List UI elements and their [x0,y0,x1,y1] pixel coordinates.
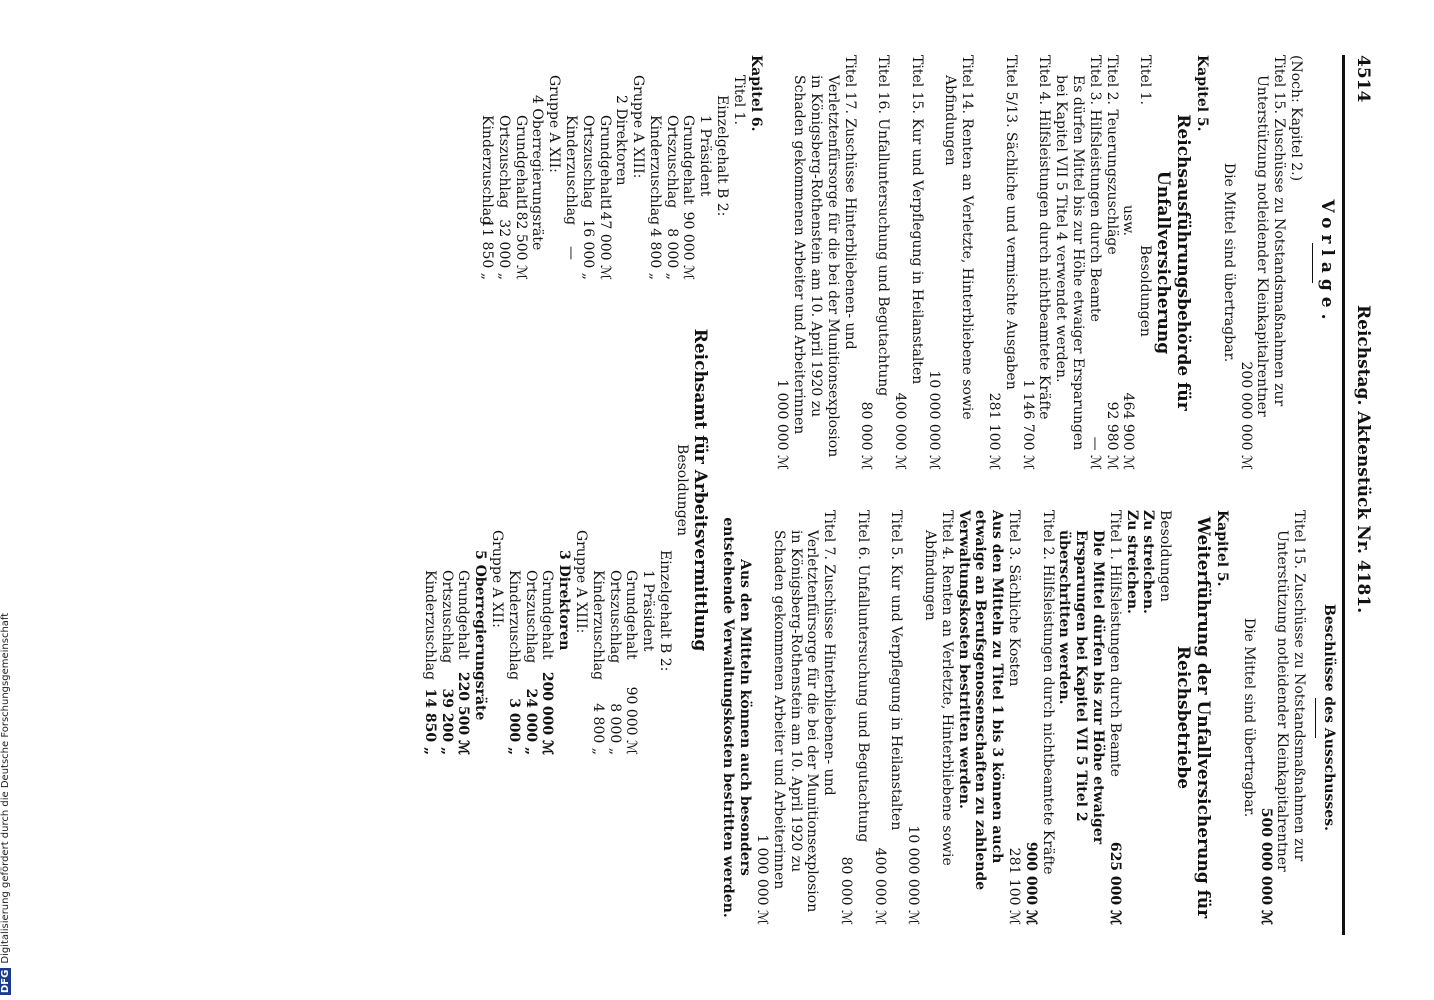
left-praesident: 1 Präsident [697,115,714,197]
right-titel15-text: Titel 15. Zuschüsse zu Notstandsmaßnahmen zur Unterstützung notleidender Kleinkapitalrentner [1274,510,1308,872]
right-kinderzuschlag-3: Kinderzuschlag [421,570,438,681]
right-titel5: Titel 5. Kur und Verpflegung in Heilanstalten [888,510,905,831]
right-ortszuschlag-1-amount: 8 000 „ [606,703,623,755]
left-grundgehalt-1-amount: 90 000 ℳ [680,211,697,280]
right-direktoren: 3 Direktoren [556,550,573,651]
right-heading: Beschlüsse des Ausschusses. [1321,604,1337,831]
left-kap6-titel1: Titel 1. [730,75,747,126]
right-kapitel5: Kapitel 5. [1214,510,1231,587]
left-einzelgehalt: Einzelgehalt B 2: [714,95,731,217]
left-column [478,55,1337,470]
document-page [45,55,1375,935]
left-grundgehalt-3: Grundgehalt [512,115,529,205]
left-ortszuschlag-2-amount: 16 000 „ [579,219,596,280]
right-titel6: Titel 6. Unfalluntersuchung und Begutachtung [854,510,871,843]
left-ortszuschlag-3: Ortszuschlag [495,115,512,209]
right-ortszuschlag-1: Ortszuschlag [606,570,623,664]
reichsamt-besoldungen: Besoldungen [673,444,690,536]
right-zu-streichen-2: Zu streichen. [1123,510,1140,614]
right-gruppe-a13: Gruppe A XIII: [572,530,589,634]
left-titel3-note: Es dürfen Mittel bis zur Höhe etwaiger Ersparungen bei Kapitel VII 5 Titel 4 verwendet werden. [1053,75,1087,451]
left-titel16-amount: 80 000 ℳ [858,401,875,470]
footer-text: Digitalisierung gefördert durch die Deutsche Forschungsgemeinschaft [0,612,11,964]
left-kinderzuschlag-1-amount: 4 800 „ [646,228,663,280]
right-ortszuschlag-2: Ortszuschlag [522,570,539,664]
right-grundgehalt-1: Grundgehalt [623,570,640,660]
dfg-logo: DFG [0,969,11,993]
left-grundgehalt-1: Grundgehalt [680,115,697,205]
left-titel14: Titel 14. Renten an Verletzte, Hinterbliebene sowie Abfindungen [942,55,976,420]
left-gruppe-a12: Gruppe A XII: [546,75,563,173]
left-titel3-amount: — ℳ [1086,436,1103,470]
left-heading: Vorlage. [1317,199,1337,326]
divider [1312,243,1313,283]
left-kinderzuschlag-1: Kinderzuschlag [646,115,663,226]
left-titel15-note: Die Mittel sind übertragbar. [1220,162,1237,363]
left-ortszuschlag-1-amount: 8 000 „ [663,228,680,280]
left-grundgehalt-3-amount: 182 500 ℳ [512,202,529,280]
right-kinderzuschlag-3-amount: 14 850 „ [421,688,438,755]
right-titel4: Titel 4. Renten an Verletzte, Hinterbliebene sowie Abfindungen [922,510,955,866]
right-kinderzuschlag-1: Kinderzuschlag [589,570,606,681]
right-ortszuschlag-3: Ortszuschlag [438,570,455,664]
right-gruppe-a12: Gruppe A XII: [488,530,505,628]
right-zu-streichen-1: Zu streichen. [1140,510,1157,614]
left-kapitel5-title: Reichsausführungsbehörde für Unfallversicherung [1153,114,1194,411]
header-title: Reichstag. Aktenstück Nr. 4181. [1353,305,1373,614]
right-titel1-note: Die Mittel dürfen bis zur Höhe etwaiger Ersparungen bei Kapitel VII 5 Titel 2 überschritten werden. [1056,530,1107,845]
right-titel5-amount: 400 000 ℳ [871,847,888,925]
left-kinderzuschlag-2-amount: — [562,246,579,260]
right-titel7: Titel 7. Zuschüsse Hinterbliebenen- und Verletztenfürsorge für die bei der Munitionsexplosion in Königsberg-Rothenstein am 10. April 1920 zu Schaden gekommenen Arbeiter und Arbeiterinnen [770,510,838,913]
right-titel15-note: Die Mittel sind übertragbar. [1240,617,1257,818]
left-ortszuschlag-2: Ortszuschlag [579,115,596,209]
right-einzelgehalt: Einzelgehalt B 2: [656,550,673,672]
right-titel1-amount: 625 000 ℳ [1106,841,1123,925]
left-titel2-amount: 92 980 ℳ [1103,401,1120,470]
left-titel5-amount: 281 100 ℳ [986,392,1003,470]
left-ortszuschlag-1: Ortszuschlag [663,115,680,209]
right-ortszuschlag-2-amount: 24 000 „ [522,688,539,755]
left-titel15b-amount: 400 000 ℳ [892,392,909,470]
left-kinderzuschlag-2: Kinderzuschlag [562,115,579,226]
right-grundgehalt-3: Grundgehalt [455,570,472,660]
right-grundgehalt-2: Grundgehalt [539,570,556,660]
left-usw-amount: 464 900 ℳ [1120,392,1137,470]
right-titel6-amount: 80 000 ℳ [838,856,855,925]
right-titel7-amount: 1 000 000 ℳ [754,834,771,925]
right-titel3-note: Aus den Mitteln zu Titel 1 bis 3 können auch etwaige an Berufsgenossenschaften zu zahlende Verwaltungskosten bestritten werden. [955,510,1006,891]
left-note: (Noch: Kapitel 2.) [1288,55,1304,182]
left-titel14-amount: 10 000 000 ℳ [925,370,942,470]
right-titel4-amount: 10 000 000 ℳ [905,825,922,925]
right-ortszuschlag-3-amount: 39 200 „ [438,688,455,755]
left-kinderzuschlag-3-amount: 11 850 „ [478,219,495,280]
right-kinderzuschlag-2: Kinderzuschlag [505,570,522,681]
divider [1315,698,1316,738]
left-titel15-text: Titel 15. Zuschüsse zu Notstandsmaßnahmen zur Unterstützung notleidender Kleinkapitalrentner [1254,55,1288,417]
left-besoldungen: Besoldungen [1137,245,1154,337]
right-titel1: Titel 1. Hilfsleistungen durch Beamte [1106,510,1123,777]
left-oberregierungsraete: 4 Oberregierungsräte [529,95,546,251]
page-header [1342,55,1375,935]
right-grundgehalt-3-amount: 220 500 ℳ [455,671,472,755]
right-titel3: Titel 3. Sächliche Kosten [1006,510,1023,687]
left-kapitel6: Kapitel 6. [747,55,764,132]
right-besoldungen: Besoldungen [1157,510,1174,602]
left-titel3: Titel 3. Hilfsleistungen durch Beamte [1086,55,1103,322]
right-grundgehalt-2-amount: 200 000 ℳ [539,671,556,755]
right-titel3-amount: 281 100 ℳ [1006,847,1023,925]
left-titel17: Titel 17. Zuschüsse Hinterbliebenen- und Verletztenfürsorge für die bei der Munitionsexplosion in Königsberg-Rothenstein am 10. April 1920 zu Schaden gekommenen Arbeiter und Arbeiterinnen [791,55,858,458]
left-titel5: Titel 5/13. Sächliche und vermischte Ausgaben [1002,55,1019,390]
left-titel4-amount: 1 146 700 ℳ [1019,379,1036,470]
left-titel16: Titel 16. Unfalluntersuchung und Begutachtung [875,55,892,397]
reichsamt-title: Reichsamt für Arbeitsvermittlung [689,328,710,652]
digitization-footer [0,0,11,995]
left-kapitel5: Kapitel 5. [1194,55,1211,132]
left-gruppe-a13: Gruppe A XIII: [630,75,647,179]
right-titel7-note: Aus den Mitteln können auch besonders entstehende Verwaltungskosten bestritten werden. [720,517,754,918]
right-kinderzuschlag-2-amount: 3 000 „ [505,698,522,755]
left-titel2: Titel 2. Teuerungszuschläge [1103,55,1120,255]
left-titel17-amount: 1 000 000 ℳ [774,379,791,470]
right-kinderzuschlag-1-amount: 4 800 „ [589,703,606,755]
left-ortszuschlag-3-amount: 32 000 „ [495,219,512,280]
left-direktoren: 2 Direktoren [613,95,630,186]
left-titel15-amount: 200 000 000 ℳ [1237,361,1254,470]
left-kinderzuschlag-3: Kinderzuschlag [478,115,495,226]
page-number: 4514 [1353,55,1373,103]
left-usw: usw. [1120,205,1137,236]
left-grundgehalt-2: Grundgehalt [596,115,613,205]
right-titel15-amount: 500 000 000 ℳ [1257,807,1274,925]
left-titel1: Titel 1. [1137,55,1154,106]
right-titel2: Titel 2. Hilfsleistungen durch nichtbeamtete Kräfte [1039,510,1056,875]
right-kapitel5-title: Weiterführung der Unfallversicherung für Reichsbetriebe [1173,516,1214,919]
right-grundgehalt-1-amount: 90 000 ℳ [623,686,640,755]
right-praesident: 1 Präsident [640,570,657,652]
right-titel2-amount: 900 000 ℳ [1022,841,1039,925]
right-oberregierungsraete: 5 Oberregierungsräte [472,550,489,721]
left-titel4: Titel 4. Hilfsleistungen durch nichtbeamtete Kräfte [1036,55,1053,420]
left-titel15b: Titel 15. Kur und Verpflegung in Heilanstalten [908,55,925,385]
left-grundgehalt-2-amount: 147 000 ℳ [596,202,613,280]
